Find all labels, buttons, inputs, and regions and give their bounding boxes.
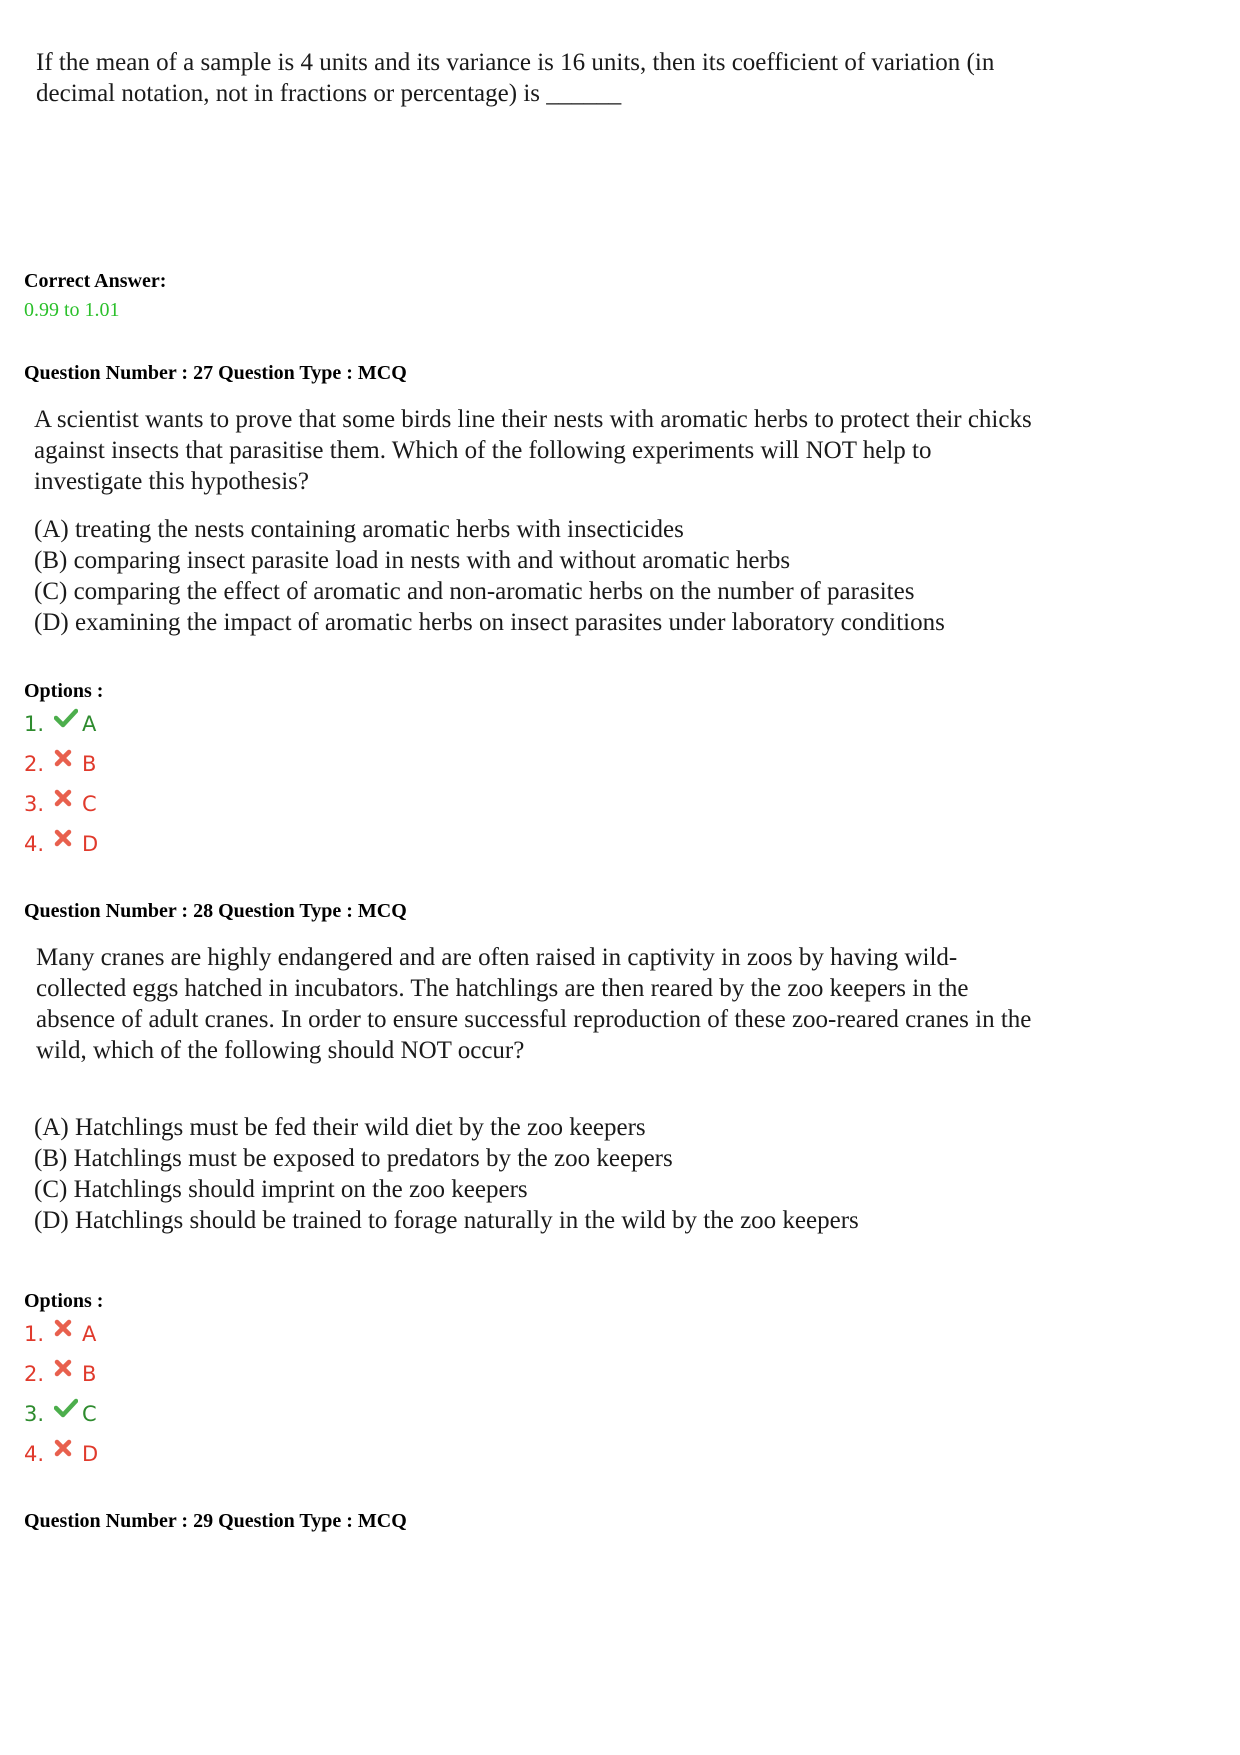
q28-choices [34,1112,1154,1236]
q27-choice-d: (D) examining the impact of aromatic herbs on insect parasites under laboratory conditions [34,609,945,636]
q27-header: Question Number : 27 Question Type : MCQ [24,362,407,384]
cross-icon [54,749,82,767]
q29-header: Question Number : 29 Question Type : MCQ [24,1510,407,1532]
option-number: 3. [24,1402,45,1426]
option-letter: C [82,1402,97,1426]
option-letter: D [82,1442,99,1466]
q28-option-3[interactable] [24,1397,97,1431]
q27-option-2[interactable] [24,747,96,781]
option-letter: B [82,752,97,776]
q27-choice-c: (C) comparing the effect of aromatic and non-aromatic herbs on the number of parasites [34,578,915,605]
cross-icon [54,1319,82,1337]
check-icon [54,708,82,728]
q28-line: absence of adult cranes. In order to ensure successful reproduction of these zoo-reared cranes in the [36,1006,1032,1033]
q27-line: against insects that parasitise them. Which of the following experiments will NOT help to [34,437,932,464]
q28-choice-d: (D) Hatchlings should be trained to forage naturally in the wild by the zoo keepers [34,1207,859,1234]
q28-choice-c: (C) Hatchlings should imprint on the zoo keepers [34,1176,528,1203]
q28-option-4[interactable] [24,1437,98,1471]
option-letter: B [82,1362,97,1386]
q27-line: investigate this hypothesis? [34,468,309,495]
q28-question-text [36,942,1156,1066]
q27-question-text [34,404,1154,497]
q27-options-label: Options : [24,680,104,702]
option-number: 1. [24,712,45,736]
option-letter: C [82,792,97,816]
q28-choice-a: (A) Hatchlings must be fed their wild diet by the zoo keepers [34,1114,646,1141]
q28-line: Many cranes are highly endangered and are often raised in captivity in zoos by having wild- [36,944,958,971]
check-icon [54,1398,82,1418]
correct-answer-value: 0.99 to 1.01 [24,299,120,321]
q28-line: collected eggs hatched in incubators. The hatchlings are then reared by the zoo keepers in the [36,975,969,1002]
q27-option-3[interactable] [24,787,97,821]
option-number: 2. [24,1362,45,1386]
q28-option-2[interactable] [24,1357,96,1391]
option-letter: A [82,1322,97,1346]
q28-options-label: Options : [24,1290,104,1312]
option-number: 2. [24,752,45,776]
option-letter: A [82,712,97,736]
q28-header: Question Number : 28 Question Type : MCQ [24,900,407,922]
cross-icon [54,1359,82,1377]
q27-choices [34,514,1154,638]
q27-line: A scientist wants to prove that some birds line their nests with aromatic herbs to protect their chicks [34,406,1032,433]
q27-option-1[interactable] [24,707,96,741]
cross-icon [54,829,82,847]
option-number: 1. [24,1322,45,1346]
q26-line: If the mean of a sample is 4 units and its variance is 16 units, then its coefficient of variation (in [36,49,995,76]
q26-question-text [36,47,1136,109]
q27-choice-a: (A) treating the nests containing aromatic herbs with insecticides [34,516,684,543]
option-number: 4. [24,832,45,856]
option-number: 3. [24,792,45,816]
cross-icon [54,1439,82,1457]
q27-option-4[interactable] [24,827,98,861]
option-number: 4. [24,1442,45,1466]
q28-option-1[interactable] [24,1317,96,1351]
correct-answer-label: Correct Answer: [24,270,167,292]
q28-line: wild, which of the following should NOT occur? [36,1037,525,1064]
q26-line: decimal notation, not in fractions or percentage) is ______ [36,80,622,107]
q27-choice-b: (B) comparing insect parasite load in nests with and without aromatic herbs [34,547,791,574]
q28-choice-b: (B) Hatchlings must be exposed to predators by the zoo keepers [34,1145,673,1172]
cross-icon [54,789,82,807]
option-letter: D [82,832,99,856]
